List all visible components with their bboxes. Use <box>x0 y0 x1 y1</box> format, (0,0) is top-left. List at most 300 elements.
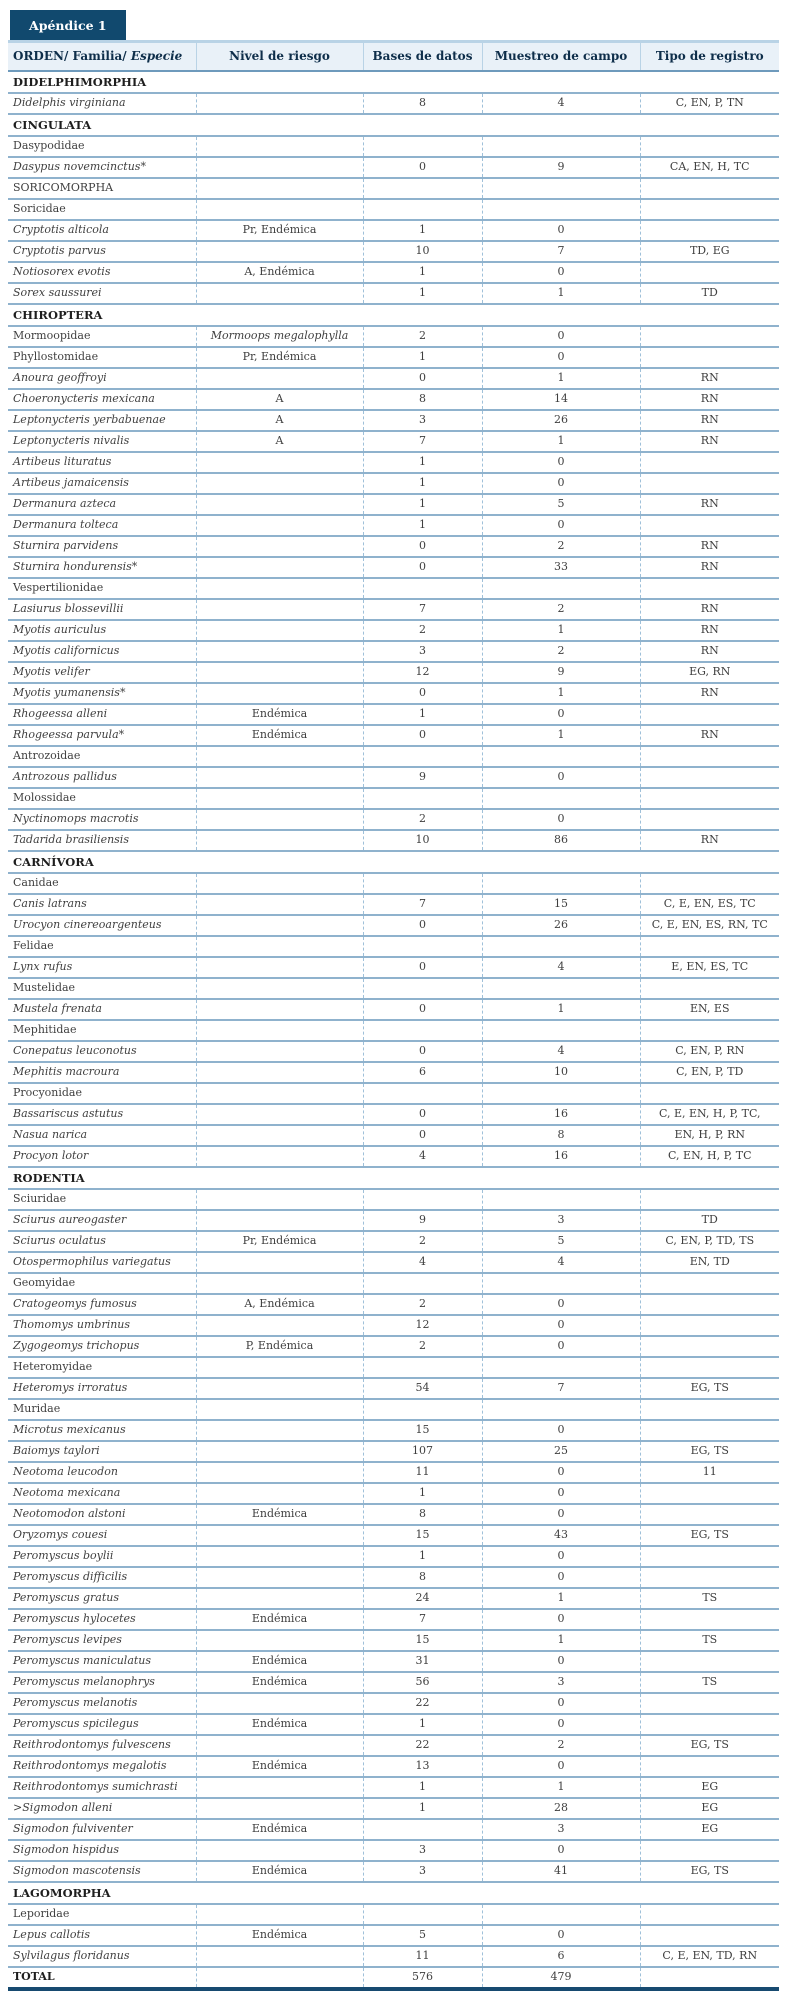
databases-cell: 6 <box>363 1062 482 1083</box>
species-row <box>8 1588 779 1609</box>
name-cell: Myotis californicus <box>8 641 196 662</box>
name-cell: Otospermophilus variegatus <box>8 1252 196 1273</box>
record-type-cell: TS <box>640 1630 779 1651</box>
name-cell: Reithrodontomys fulvescens <box>8 1735 196 1756</box>
field-sampling-cell <box>482 1083 640 1104</box>
record-type-cell <box>640 1336 779 1357</box>
name-cell: Leptonycteris nivalis <box>8 431 196 452</box>
databases-cell: 7 <box>363 894 482 915</box>
risk-cell <box>196 957 363 978</box>
name-cell: Sturnira parvidens <box>8 536 196 557</box>
risk-cell <box>196 1777 363 1798</box>
field-sampling-cell: 26 <box>482 410 640 431</box>
field-sampling-cell <box>482 1904 640 1925</box>
risk-cell <box>196 662 363 683</box>
field-sampling-cell: 8 <box>482 1125 640 1146</box>
risk-cell <box>196 1252 363 1273</box>
field-sampling-cell: 0 <box>482 326 640 347</box>
databases-cell: 0 <box>363 999 482 1020</box>
record-type-cell <box>640 1714 779 1735</box>
risk-cell <box>196 1588 363 1609</box>
databases-cell: 7 <box>363 431 482 452</box>
databases-cell: 12 <box>363 1315 482 1336</box>
databases-cell: 22 <box>363 1735 482 1756</box>
databases-cell <box>363 1020 482 1041</box>
column-header-nivel-de-riesgo: Nivel de riesgo <box>196 42 363 72</box>
species-row <box>8 368 779 389</box>
record-type-cell: C, EN, P, TD, TS <box>640 1231 779 1252</box>
record-type-cell: E, EN, ES, TC <box>640 957 779 978</box>
databases-cell: 0 <box>363 157 482 178</box>
field-sampling-cell: 2 <box>482 1735 640 1756</box>
record-type-cell <box>640 1273 779 1294</box>
record-type-cell: C, E, EN, H, P, TC, <box>640 1104 779 1125</box>
field-sampling-cell <box>482 1189 640 1210</box>
record-type-cell: RN <box>640 620 779 641</box>
name-cell: Procyonidae <box>8 1083 196 1104</box>
databases-cell: 1 <box>363 473 482 494</box>
header-row <box>8 42 779 72</box>
field-sampling-cell: 14 <box>482 389 640 410</box>
risk-cell <box>196 1462 363 1483</box>
field-sampling-cell <box>482 746 640 767</box>
risk-cell <box>196 1083 363 1104</box>
name-cell: Felidae <box>8 936 196 957</box>
record-type-cell <box>640 873 779 894</box>
record-type-cell: TD, EG <box>640 241 779 262</box>
species-row <box>8 410 779 431</box>
field-sampling-cell: 1 <box>482 1588 640 1609</box>
record-type-cell <box>640 1967 779 1989</box>
name-cell: Cryptotis alticola <box>8 220 196 241</box>
databases-cell: 10 <box>363 830 482 851</box>
name-cell: Peromyscus hylocetes <box>8 1609 196 1630</box>
name-cell: Heteromyidae <box>8 1357 196 1378</box>
databases-cell: 54 <box>363 1378 482 1399</box>
species-row <box>8 1294 779 1315</box>
record-type-cell <box>640 347 779 368</box>
databases-cell: 3 <box>363 641 482 662</box>
field-sampling-cell: 0 <box>482 1714 640 1735</box>
record-type-cell <box>640 1651 779 1672</box>
name-cell: Artibeus lituratus <box>8 452 196 473</box>
name-cell: Dasypodidae <box>8 136 196 157</box>
risk-cell: Pr, Endémica <box>196 220 363 241</box>
databases-cell: 1 <box>363 704 482 725</box>
name-cell: Sciuridae <box>8 1189 196 1210</box>
species-row <box>8 1378 779 1399</box>
record-type-cell: RN <box>640 725 779 746</box>
risk-cell <box>196 1189 363 1210</box>
species-row <box>8 262 779 283</box>
risk-cell <box>196 494 363 515</box>
record-type-cell <box>640 1609 779 1630</box>
field-sampling-cell: 7 <box>482 241 640 262</box>
family-row <box>8 1904 779 1925</box>
databases-cell: 3 <box>363 1861 482 1882</box>
risk-cell: Endémica <box>196 725 363 746</box>
field-sampling-cell <box>482 1399 640 1420</box>
field-sampling-cell <box>482 136 640 157</box>
field-sampling-cell: 0 <box>482 515 640 536</box>
name-cell: Rhogeessa alleni <box>8 704 196 725</box>
risk-cell <box>196 1798 363 1819</box>
field-sampling-cell: 0 <box>482 1756 640 1777</box>
risk-cell: Endémica <box>196 1651 363 1672</box>
risk-cell <box>196 746 363 767</box>
databases-cell <box>363 578 482 599</box>
databases-cell: 10 <box>363 241 482 262</box>
record-type-cell <box>640 220 779 241</box>
record-type-cell <box>640 1315 779 1336</box>
field-sampling-cell: 5 <box>482 1231 640 1252</box>
species-row <box>8 683 779 704</box>
record-type-cell <box>640 767 779 788</box>
family-row <box>8 873 779 894</box>
risk-cell <box>196 578 363 599</box>
record-type-cell: EG <box>640 1798 779 1819</box>
field-sampling-cell: 0 <box>482 767 640 788</box>
record-type-cell: RN <box>640 830 779 851</box>
risk-cell: P, Endémica <box>196 1336 363 1357</box>
name-cell: Mustelidae <box>8 978 196 999</box>
field-sampling-cell: 0 <box>482 1462 640 1483</box>
field-sampling-cell: 33 <box>482 557 640 578</box>
name-cell: Peromyscus melanophrys <box>8 1672 196 1693</box>
field-sampling-cell: 2 <box>482 641 640 662</box>
databases-cell: 9 <box>363 767 482 788</box>
record-type-cell: C, E, EN, TD, RN <box>640 1946 779 1967</box>
databases-cell: 1 <box>363 262 482 283</box>
risk-cell <box>196 93 363 114</box>
record-type-cell: EG, TS <box>640 1525 779 1546</box>
family-row <box>8 788 779 809</box>
risk-cell: A <box>196 431 363 452</box>
field-sampling-cell: 5 <box>482 494 640 515</box>
field-sampling-cell: 0 <box>482 1609 640 1630</box>
family-row <box>8 1083 779 1104</box>
record-type-cell: RN <box>640 599 779 620</box>
databases-cell: 3 <box>363 1840 482 1861</box>
name-cell: Anoura geoffroyi <box>8 368 196 389</box>
field-sampling-cell <box>482 788 640 809</box>
family-row <box>8 1399 779 1420</box>
species-row <box>8 1146 779 1167</box>
field-sampling-cell: 2 <box>482 599 640 620</box>
record-type-cell <box>640 515 779 536</box>
field-sampling-cell: 1 <box>482 368 640 389</box>
risk-cell <box>196 1441 363 1462</box>
databases-cell <box>363 1189 482 1210</box>
field-sampling-cell: 9 <box>482 157 640 178</box>
databases-cell: 2 <box>363 1336 482 1357</box>
field-sampling-cell: 1 <box>482 1630 640 1651</box>
field-sampling-cell: 16 <box>482 1104 640 1125</box>
family-row <box>8 746 779 767</box>
record-type-cell <box>640 1567 779 1588</box>
field-sampling-cell: 0 <box>482 1483 640 1504</box>
name-cell: Myotis yumanensis* <box>8 683 196 704</box>
name-cell: Lasiurus blossevillii <box>8 599 196 620</box>
field-sampling-cell: 0 <box>482 1546 640 1567</box>
risk-cell: Endémica <box>196 1756 363 1777</box>
databases-cell: 107 <box>363 1441 482 1462</box>
name-cell: Mephitis macroura <box>8 1062 196 1083</box>
databases-cell: 24 <box>363 1588 482 1609</box>
databases-cell: 2 <box>363 326 482 347</box>
species-row <box>8 241 779 262</box>
species-row <box>8 1925 779 1946</box>
risk-cell <box>196 536 363 557</box>
record-type-cell: EG <box>640 1819 779 1840</box>
name-cell: Peromyscus spicilegus <box>8 1714 196 1735</box>
risk-cell <box>196 241 363 262</box>
name-cell: >Sigmodon alleni <box>8 1798 196 1819</box>
field-sampling-cell: 4 <box>482 1252 640 1273</box>
species-row <box>8 1840 779 1861</box>
record-type-cell: C, EN, P, TN <box>640 93 779 114</box>
name-cell: Peromyscus levipes <box>8 1630 196 1651</box>
species-row <box>8 809 779 830</box>
record-type-cell <box>640 1420 779 1441</box>
field-sampling-cell: 479 <box>482 1967 640 1989</box>
record-type-cell: C, E, EN, ES, TC <box>640 894 779 915</box>
name-cell: Antrozous pallidus <box>8 767 196 788</box>
name-cell: Leptonycteris yerbabuenae <box>8 410 196 431</box>
field-sampling-cell: 2 <box>482 536 640 557</box>
databases-cell: 1 <box>363 1714 482 1735</box>
species-row <box>8 515 779 536</box>
species-row <box>8 767 779 788</box>
record-type-cell: EG, TS <box>640 1378 779 1399</box>
name-cell: SORICOMORPHA <box>8 178 196 199</box>
databases-cell: 1 <box>363 1798 482 1819</box>
risk-cell <box>196 1546 363 1567</box>
risk-cell <box>196 1525 363 1546</box>
species-row <box>8 1062 779 1083</box>
name-cell: Nasua narica <box>8 1125 196 1146</box>
name-cell: Procyon lotor <box>8 1146 196 1167</box>
name-cell: Tadarida brasiliensis <box>8 830 196 851</box>
risk-cell <box>196 178 363 199</box>
order-row <box>8 1882 779 1904</box>
databases-cell: 0 <box>363 536 482 557</box>
databases-cell: 0 <box>363 557 482 578</box>
species-row <box>8 1336 779 1357</box>
risk-cell <box>196 641 363 662</box>
databases-cell: 1 <box>363 347 482 368</box>
name-cell: Reithrodontomys megalotis <box>8 1756 196 1777</box>
databases-cell: 15 <box>363 1420 482 1441</box>
databases-cell <box>363 978 482 999</box>
databases-cell: 2 <box>363 809 482 830</box>
name-cell: Oryzomys couesi <box>8 1525 196 1546</box>
field-sampling-cell: 26 <box>482 915 640 936</box>
databases-cell: 1 <box>363 1777 482 1798</box>
name-cell: Zygogeomys trichopus <box>8 1336 196 1357</box>
name-cell: Notiosorex evotis <box>8 262 196 283</box>
databases-cell: 0 <box>363 1104 482 1125</box>
field-sampling-cell: 0 <box>482 1925 640 1946</box>
record-type-cell: EG <box>640 1777 779 1798</box>
field-sampling-cell <box>482 1273 640 1294</box>
record-type-cell: RN <box>640 641 779 662</box>
appendix-tab-label: Apéndice 1 <box>29 18 107 33</box>
databases-cell <box>363 199 482 220</box>
species-row <box>8 1735 779 1756</box>
species-row <box>8 641 779 662</box>
record-type-cell <box>640 178 779 199</box>
species-row <box>8 1777 779 1798</box>
databases-cell <box>363 936 482 957</box>
record-type-cell: RN <box>640 368 779 389</box>
species-row <box>8 957 779 978</box>
databases-cell: 12 <box>363 662 482 683</box>
total-row <box>8 1967 779 1989</box>
databases-cell: 8 <box>363 1504 482 1525</box>
record-type-cell <box>640 809 779 830</box>
databases-cell <box>363 788 482 809</box>
risk-cell <box>196 473 363 494</box>
species-row <box>8 1546 779 1567</box>
field-sampling-cell: 0 <box>482 452 640 473</box>
name-cell: Sigmodon hispidus <box>8 1840 196 1861</box>
column-header-tipo-de-registro: Tipo de registro <box>640 42 779 72</box>
species-row <box>8 1861 779 1882</box>
name-cell: Antrozoidae <box>8 746 196 767</box>
name-cell: Canis latrans <box>8 894 196 915</box>
databases-cell: 1 <box>363 220 482 241</box>
species-row <box>8 1104 779 1125</box>
order-name-cell: CHIROPTERA <box>8 304 779 326</box>
record-type-cell: EN, H, P, RN <box>640 1125 779 1146</box>
name-cell: TOTAL <box>8 1967 196 1989</box>
family-row <box>8 1273 779 1294</box>
name-cell: Geomyidae <box>8 1273 196 1294</box>
record-type-cell <box>640 1189 779 1210</box>
risk-cell <box>196 1567 363 1588</box>
family-row <box>8 326 779 347</box>
field-sampling-cell: 0 <box>482 1336 640 1357</box>
order-name-cell: CINGULATA <box>8 114 779 136</box>
column-header-orden-familia-especie <box>8 42 196 72</box>
field-sampling-cell: 10 <box>482 1062 640 1083</box>
field-sampling-cell: 3 <box>482 1819 640 1840</box>
record-type-cell: TD <box>640 1210 779 1231</box>
species-row <box>8 1672 779 1693</box>
risk-cell <box>196 1020 363 1041</box>
risk-cell <box>196 894 363 915</box>
family-row <box>8 1357 779 1378</box>
field-sampling-cell: 41 <box>482 1861 640 1882</box>
species-row <box>8 1630 779 1651</box>
species-row <box>8 431 779 452</box>
databases-cell: 0 <box>363 725 482 746</box>
risk-cell <box>196 1693 363 1714</box>
databases-cell: 0 <box>363 957 482 978</box>
name-cell: Reithrodontomys sumichrasti <box>8 1777 196 1798</box>
record-type-cell <box>640 1357 779 1378</box>
databases-cell: 1 <box>363 515 482 536</box>
species-row <box>8 536 779 557</box>
record-type-cell <box>640 1840 779 1861</box>
name-cell: Soricidae <box>8 199 196 220</box>
table-body <box>8 71 779 1989</box>
record-type-cell: EN, ES <box>640 999 779 1020</box>
family-row <box>8 199 779 220</box>
risk-cell <box>196 1483 363 1504</box>
family-row <box>8 136 779 157</box>
databases-cell: 1 <box>363 1546 482 1567</box>
name-cell: Conepatus leuconotus <box>8 1041 196 1062</box>
risk-cell <box>196 283 363 304</box>
field-sampling-cell <box>482 1020 640 1041</box>
field-sampling-cell <box>482 178 640 199</box>
field-sampling-cell <box>482 873 640 894</box>
species-row <box>8 389 779 410</box>
record-type-cell <box>640 1483 779 1504</box>
field-sampling-cell: 4 <box>482 1041 640 1062</box>
risk-cell <box>196 1125 363 1146</box>
risk-cell: A, Endémica <box>196 1294 363 1315</box>
name-cell: Artibeus jamaicensis <box>8 473 196 494</box>
field-sampling-cell <box>482 978 640 999</box>
databases-cell: 56 <box>363 1672 482 1693</box>
species-row <box>8 1651 779 1672</box>
name-cell: Myotis velifer <box>8 662 196 683</box>
risk-cell: Pr, Endémica <box>196 1231 363 1252</box>
order-row <box>8 1167 779 1189</box>
databases-cell: 1 <box>363 494 482 515</box>
name-cell: Cratogeomys fumosus <box>8 1294 196 1315</box>
appendix-tab[interactable] <box>10 10 126 40</box>
field-sampling-cell: 1 <box>482 725 640 746</box>
name-cell: Dermanura tolteca <box>8 515 196 536</box>
order-name-cell: RODENTIA <box>8 1167 779 1189</box>
databases-cell: 11 <box>363 1946 482 1967</box>
databases-cell: 1 <box>363 452 482 473</box>
risk-cell <box>196 1357 363 1378</box>
databases-cell: 3 <box>363 410 482 431</box>
databases-cell <box>363 1904 482 1925</box>
field-sampling-cell: 25 <box>482 1441 640 1462</box>
databases-cell: 13 <box>363 1756 482 1777</box>
databases-cell: 1 <box>363 1483 482 1504</box>
risk-cell <box>196 515 363 536</box>
name-cell: Peromyscus gratus <box>8 1588 196 1609</box>
species-table <box>8 40 779 1991</box>
field-sampling-cell: 1 <box>482 283 640 304</box>
risk-cell <box>196 936 363 957</box>
species-row <box>8 620 779 641</box>
risk-cell <box>196 1273 363 1294</box>
field-sampling-cell: 4 <box>482 957 640 978</box>
species-row <box>8 1252 779 1273</box>
databases-cell <box>363 1357 482 1378</box>
name-cell: Baiomys taylori <box>8 1441 196 1462</box>
field-sampling-cell: 0 <box>482 220 640 241</box>
name-cell: Sigmodon mascotensis <box>8 1861 196 1882</box>
species-row <box>8 999 779 1020</box>
species-row <box>8 725 779 746</box>
field-sampling-cell: 7 <box>482 1378 640 1399</box>
name-cell: Peromyscus boylii <box>8 1546 196 1567</box>
risk-cell <box>196 1315 363 1336</box>
record-type-cell: TD <box>640 283 779 304</box>
record-type-cell <box>640 746 779 767</box>
databases-cell: 8 <box>363 93 482 114</box>
species-row <box>8 283 779 304</box>
